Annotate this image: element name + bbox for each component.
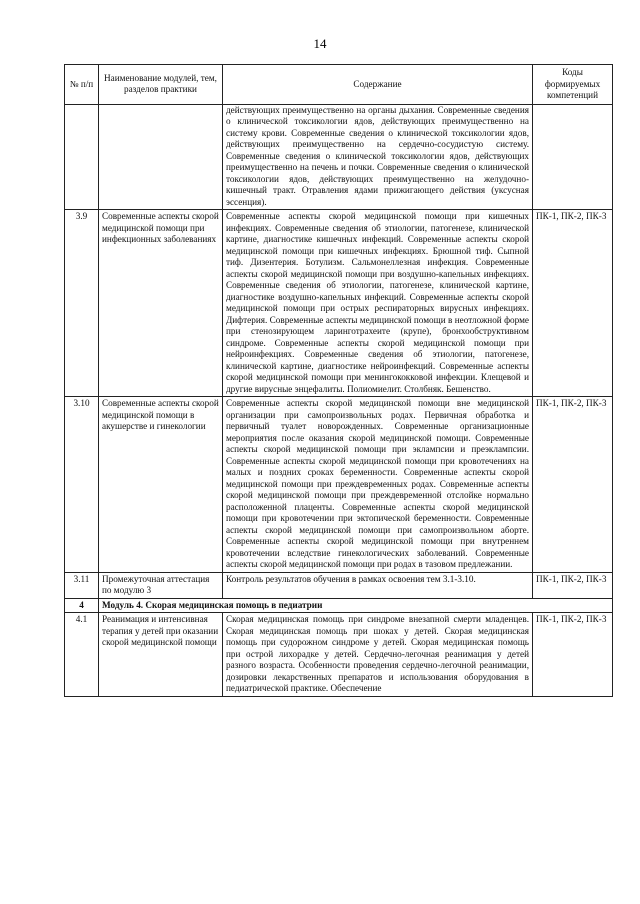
row-name: Современные аспекты скорой медицинской помощи при инфекционных заболеваниях [99, 210, 223, 397]
module-title: Модуль 4. Скорая медицинская помощь в педиатрии [99, 598, 613, 613]
row-content: Современные аспекты скорой медицинской помощи вне медицинской организации при самопроизвольных родах. Первичная обработка и первичный туалет новорожденных. Современные организационные мероприятия после оказания скорой медицинской помощи. Современные аспекты скорой медицинской помощи при эклампсии и преэклампсии. Современные аспекты скорой медицинской помощи при кровотечениях на малых и поздних сроках беременности. Современные аспекты скорой медицинской помощи при преждевременных родах. Современные аспекты скорой медицинской помощи при преждевременной отслойке нормально расположенной плаценты. Современные аспекты скорой медицинской помощи при кровотечении при эктопической беременности. Современные аспекты скорой медицинской помощи при самопроизвольном аборте. Современные аспекты скорой медицинской помощи при внутреннем кровотечении вследствие гинекологических заболеваний. Современные аспекты скорой медицинской помощи при родах в тазовом предлежании. [223, 397, 533, 573]
row-codes [533, 104, 613, 210]
row-num: 3.9 [65, 210, 99, 397]
module-row [65, 598, 613, 613]
row-num: 3.11 [65, 572, 99, 598]
row-content: Скорая медицинская помощь при синдроме внезапной смерти младенцев. Скорая медицинская помощь при шоках у детей. Скорая медицинская помощь при судорожном синдроме у детей. Скорая медицинская помощь при острой лихорадке у детей. Сердечно-легочная реанимация у детей разного возраста. Особенности проведения сердечно-легочной реанимации, дозировки лекарственных препаратов и использования оборудования в педиатрической практике. Обеспечение [223, 613, 533, 697]
table-row [65, 572, 613, 598]
row-num: 3.10 [65, 397, 99, 573]
header-num: № п/п [65, 65, 99, 105]
row-name: Промежуточная аттестация по модулю 3 [99, 572, 223, 598]
table-header-row [65, 65, 613, 105]
row-content: Контроль результатов обучения в рамках освоения тем 3.1-3.10. [223, 572, 533, 598]
page-number: 14 [313, 36, 327, 51]
header-content: Содержание [223, 65, 533, 105]
table-row [65, 210, 613, 397]
table-row [65, 613, 613, 697]
header-name: Наименование модулей, тем, разделов практики [99, 65, 223, 105]
row-content: действующих преимущественно на органы дыхания. Современные сведения о клинической токсикологии ядов, действующих преимущественно на систему крови. Современные сведения о клинической токсикологии ядов, действующих преимущественно на сердечно-сосудистую систему. Современные сведения о клинической токсикологии ядов, действующих преимущественно на печень и почки. Современные сведения о клинической токсикологии ядов, действующих преимущественно на желудочно-кишечный тракт. Отравления ядами прижигающего действия (уксусная эссенция). [223, 104, 533, 210]
row-name: Современные аспекты скорой медицинской помощи в акушерстве и гинекологии [99, 397, 223, 573]
table-row [65, 104, 613, 210]
module-num: 4 [65, 598, 99, 613]
row-codes: ПК-1, ПК-2, ПК-3 [533, 613, 613, 697]
curriculum-table [64, 64, 613, 697]
row-num [65, 104, 99, 210]
row-codes: ПК-1, ПК-2, ПК-3 [533, 397, 613, 573]
row-codes: ПК-1, ПК-2, ПК-3 [533, 572, 613, 598]
row-num: 4.1 [65, 613, 99, 697]
row-codes: ПК-1, ПК-2, ПК-3 [533, 210, 613, 397]
row-name [99, 104, 223, 210]
row-name: Реанимация и интенсивная терапия у детей при оказании скорой медицинской помощи [99, 613, 223, 697]
header-codes: Коды формируемых компетенций [533, 65, 613, 105]
row-content: Современные аспекты скорой медицинской помощи при кишечных инфекциях. Современные сведения об этиологии, патогенезе, клинической картине, диагностике кишечных инфекций. Современные аспекты скорой медицинской помощи при кишечных инфекциях. Брюшной тиф. Сыпной тиф. Дизентерия. Ботулизм. Сальмонеллезная инфекция. Современные аспекты скорой медицинской помощи при воздушно-капельных инфекциях. Современные сведения об этиологии, патогенезе, клинической картине, диагностике воздушно-капельных инфекций. Современные аспекты скорой медицинской помощи при острых респираторных вирусных инфекциях. Дифтерия. Современные аспекты медицинской помощи в неотложной форме при стенозирующем ларинготрахеите (крупе), бронхообструктивном синдроме. Современные аспекты скорой медицинской помощи при нейроинфекциях. Современные сведения об этиологии, патогенезе, клинической картине, диагностике нейроинфекций. Современные аспекты скорой медицинской помощи при менингококковой инфекции. Клещевой и другие вирусные энцефалиты. Полиомиелит. Столбняк. Бешенство. [223, 210, 533, 397]
table-row [65, 397, 613, 573]
